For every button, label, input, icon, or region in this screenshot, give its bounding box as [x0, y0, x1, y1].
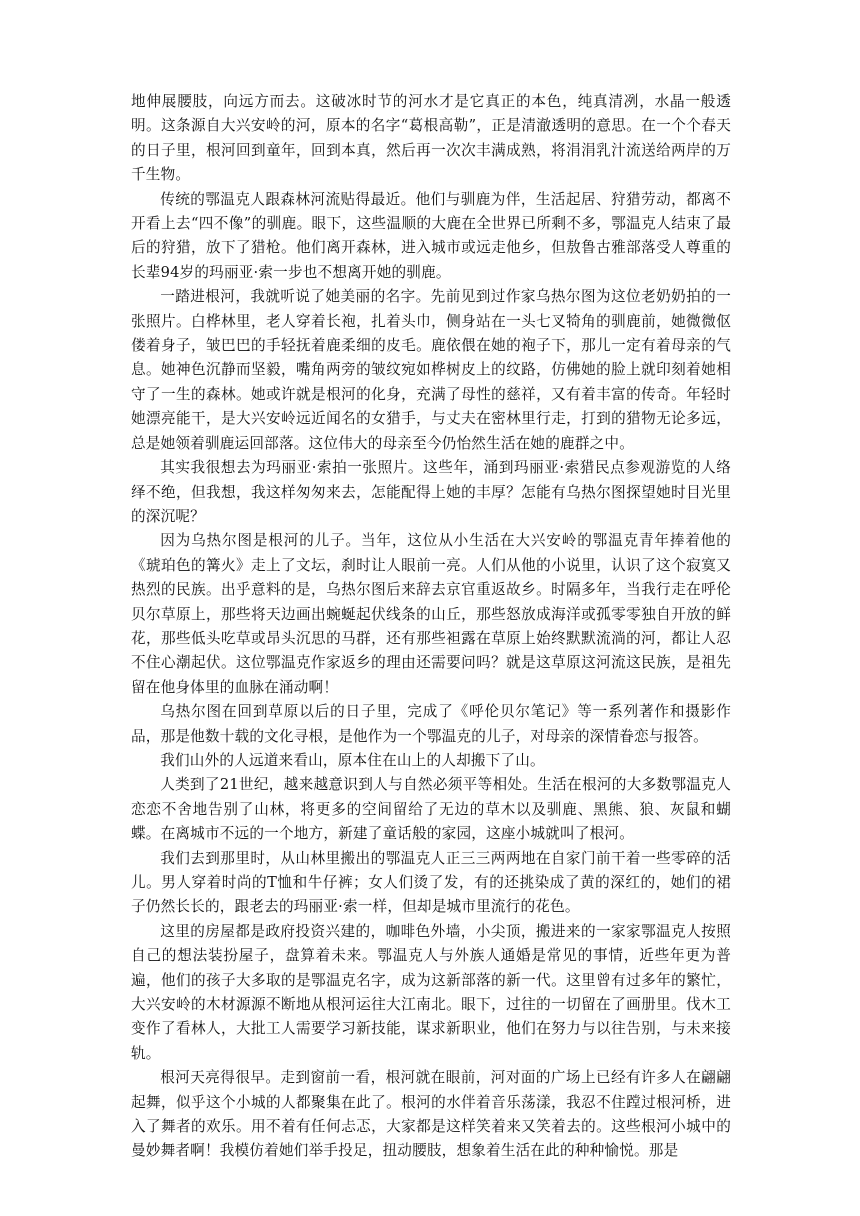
paragraph: 地伸展腰肢，向远方而去。这破冰时节的河水才是它真正的本色，纯真清冽，水晶一般透明。这条源自大兴安岭的河，原本的名字“葛根高勒”，正是清澈透明的意思。在一个个春天的日子里，根河回到童年，回到本真，然后再一次次丰满成熟，将涓涓乳汁流送给两岸的万千生物。: [131, 93, 731, 184]
paragraph: 我们山外的人远道来看山，原本住在山上的人却搬下了山。: [160, 751, 545, 769]
paragraph: 一踏进根河，我就听说了她美丽的名字。先前见到过作家乌热尔图为这位老奶奶拍的一张照片。白桦林里，老人穿着长袍，扎着头巾，侧身站在一头七叉犄角的驯鹿前，她微微伛偻着身子，皱巴巴的手轻抚着鹿柔细的皮毛。鹿依偎在她的袍子下，那儿一定有着母亲的气息。她神色沉静而坚毅，嘴角两旁的皱纹宛如桦树皮上的纹路，仿佛她的脸上就印刻着她相守了一生的森林。她或许就是根河的化身，充满了母性的慈祥，又有着丰富的传奇。年轻时她漂亮能干，是大兴安岭远近闻名的女猎手，与丈夫在密林里行走，打到的猎物无论多远，总是她领着驯鹿运回部落。这位伟大的母亲至今仍怡然生活在她的鹿群之中。: [131, 288, 731, 452]
paragraph: 我们去到那里时，从山林里搬出的鄂温克人正三三两两地在自家门前干着一些零碎的活儿。男人穿着时尚的T恤和牛仔裤；女人们烫了发，有的还挑染成了黄的深红的，她们的裙子仍然长长的，跟老去的玛丽亚·索一样，但却是城市里流行的花色。: [131, 849, 731, 916]
paragraph: 乌热尔图在回到草原以后的日子里，完成了《呼伦贝尔笔记》等一系列著作和摄影作品，那是他数十载的文化寻根，是他作为一个鄂温克的儿子，对母亲的深情眷恋与报答。: [131, 703, 731, 745]
paragraph: 人类到了21世纪，越来越意识到人与自然必须平等相处。生活在根河的大多数鄂温克人恋恋不舍地告别了山林，将更多的空间留给了无边的草木以及驯鹿、黑熊、狼、灰鼠和蝴蝶。在离城市不远的一个地方，新建了童话般的家园，这座小城就叫了根河。: [131, 776, 731, 843]
paragraph: 这里的房屋都是政府投资兴建的，咖啡色外墙，小尖顶，搬进来的一家家鄂温克人按照自己的想法装扮屋子，盘算着未来。鄂温克人与外族人通婚是常见的事情，近些年更为普遍，他们的孩子大多取的是鄂温克名字，成为这新部落的新一代。这里曾有过多年的繁忙，大兴安岭的木材源源不断地从根河运往大江南北。眼下，过往的一切留在了画册里。伐木工变作了看林人，大批工人需要学习新技能，谋求新职业，他们在努力与以往告别，与未来接轨。: [131, 922, 731, 1062]
paragraph: 因为乌热尔图是根河的儿子。当年，这位从小生活在大兴安岭的鄂温克青年捧着他的《琥珀色的篝火》走上了文坛，刹时让人眼前一亮。人们从他的小说里，认识了这个寂寞又热烈的民族。出乎意料的是，乌热尔图后来辞去京官重返故乡。时隔多年，当我行走在呼伦贝尔草原上，那些将天边画出蜿蜒起伏线条的山丘，那些怒放成海洋或孤零零独自开放的鲜花，那些低头吃草或昂头沉思的马群，还有那些袒露在草原上始终默默流淌的河，都让人忍不住心潮起伏。这位鄂温克作家返乡的理由还需要问吗？就是这草原这河流这民族，是祖先留在他身体里的血脉在涌动啊！: [131, 532, 731, 696]
article-body: [131, 90, 731, 1164]
paragraph: 其实我很想去为玛丽亚·索拍一张照片。这些年，涌到玛丽亚·索猎民点参观游览的人络绎不绝，但我想，我这样匆匆来去，怎能配得上她的丰厚？怎能有乌热尔图探望她时目光里的深沉呢？: [131, 459, 731, 525]
paragraph: 传统的鄂温克人跟森林河流贴得最近。他们与驯鹿为伴，生活起居、狩猎劳动，都离不开看上去“四不像”的驯鹿。眼下，这些温顺的大鹿在全世界已所剩不多，鄂温克人结束了最后的狩猎，放下了猎枪。他们离开森林，进入城市或远走他乡，但敖鲁古雅部落受人尊重的长辈94岁的玛丽亚·索一步也不想离开她的驯鹿。: [131, 190, 731, 281]
paragraph: 根河天亮得很早。走到窗前一看，根河就在眼前，河对面的广场上已经有许多人在翩翩起舞，似乎这个小城的人都聚集在此了。根河的水伴着音乐荡漾，我忍不住蹚过根河桥，进入了舞者的欢乐。用不着有任何忐忑，大家都是这样笑着来又笑着去的。这些根河小城中的曼妙舞者啊！我模仿着她们举手投足，扭动腰肢，想象着生活在此的种种愉悦。那是: [131, 1069, 731, 1160]
